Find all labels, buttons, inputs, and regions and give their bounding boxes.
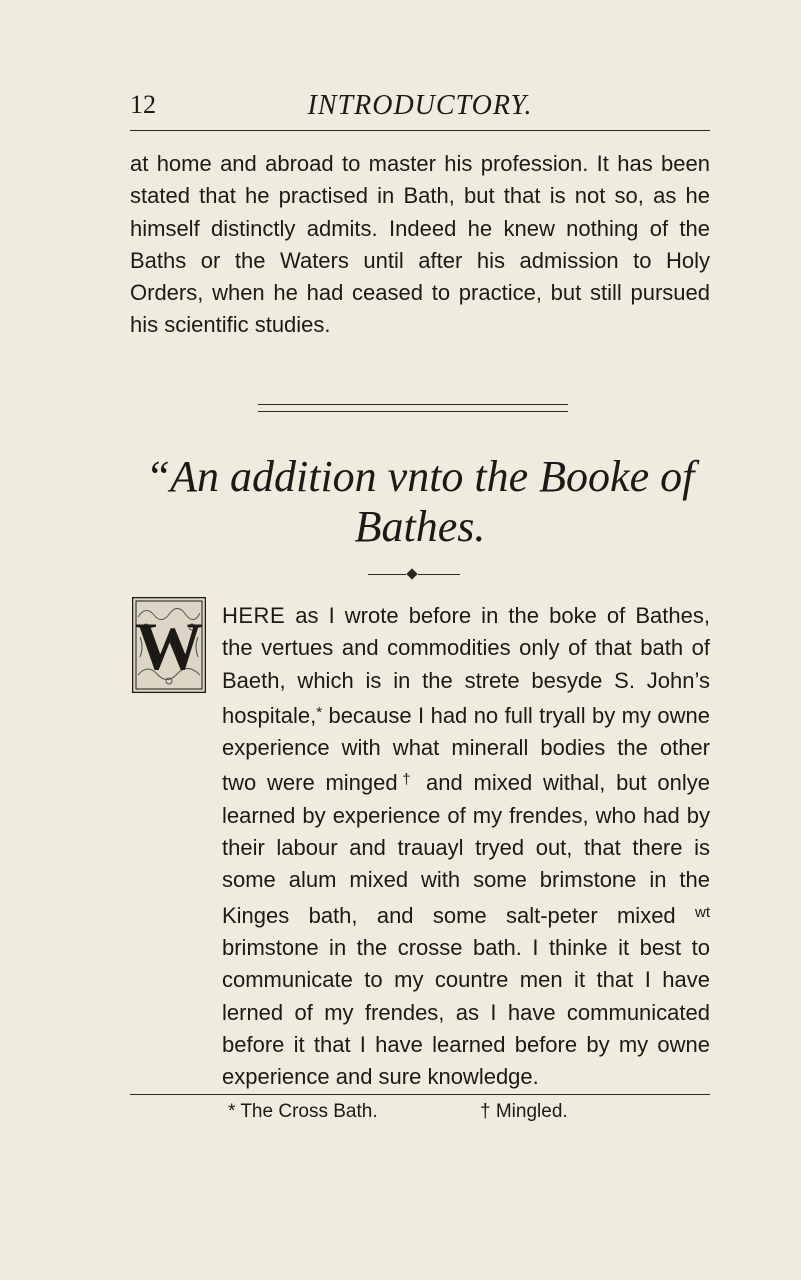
- body-opening: [130, 600, 710, 1093]
- ornament-line-left: [368, 574, 406, 575]
- diamond-ornament-icon: [406, 568, 417, 579]
- page-number: 12: [130, 90, 156, 119]
- intro-paragraph: at home and abroad to master his profession. It has been stated that he practised in Bath, but that is not so, as he himself distinctly admits. Indeed he knew nothing of the Baths or the Waters until after his admission to Holy Orders, when he had ceased to practice, but still pursued his scientific studies.: [130, 151, 710, 338]
- ornament-line-right: [418, 574, 460, 575]
- body-text-part-1: as I wrote before in the boke of Bathes, the vertues and commodities only of that bath of Baeth, which is in the strete besyde S. John’s hospitale,: [222, 603, 710, 728]
- opening-word: HERE: [222, 603, 286, 628]
- footnote-marker-1: *: [316, 703, 323, 721]
- section-title-line-1: “An addition vnto the Booke of: [145, 452, 695, 501]
- section-title: [100, 452, 740, 552]
- footnote-rule: [130, 1094, 710, 1095]
- abbreviation-with: wt: [695, 903, 710, 921]
- page-header: [130, 90, 710, 124]
- section-title-line-2: Bathes.: [354, 502, 486, 551]
- body-text-part-2: because I had no full tryall by my owne experience with what minerall bodies the other two were minged: [222, 702, 710, 796]
- body-text-part-4: brimstone in the crosse bath. I thinke it best to communicate to my countre men it that I have lerned of my frendes, as I have communicated before it that I have learned before by my owne experience and sure knowledge.: [222, 934, 710, 1090]
- footnote-1: * The Cross Bath.: [228, 1101, 378, 1122]
- running-head: INTRODUCTORY.: [307, 90, 533, 121]
- section-divider: [258, 404, 568, 412]
- ornament-rule: [368, 570, 460, 580]
- footnote-marker-2: †: [397, 771, 416, 789]
- footnote-2: † Mingled.: [480, 1101, 568, 1122]
- section-body: [130, 600, 710, 1093]
- drop-cap-letter: W: [135, 608, 203, 684]
- body-text-part-3: and mixed withal, but onlye learned by experience of my frendes, who had by their labour and trauayl tryed out, that there is some alum mixed with some brimstone in the Kinges bath, and some salt-peter mixed: [222, 770, 711, 928]
- header-rule: [130, 130, 710, 131]
